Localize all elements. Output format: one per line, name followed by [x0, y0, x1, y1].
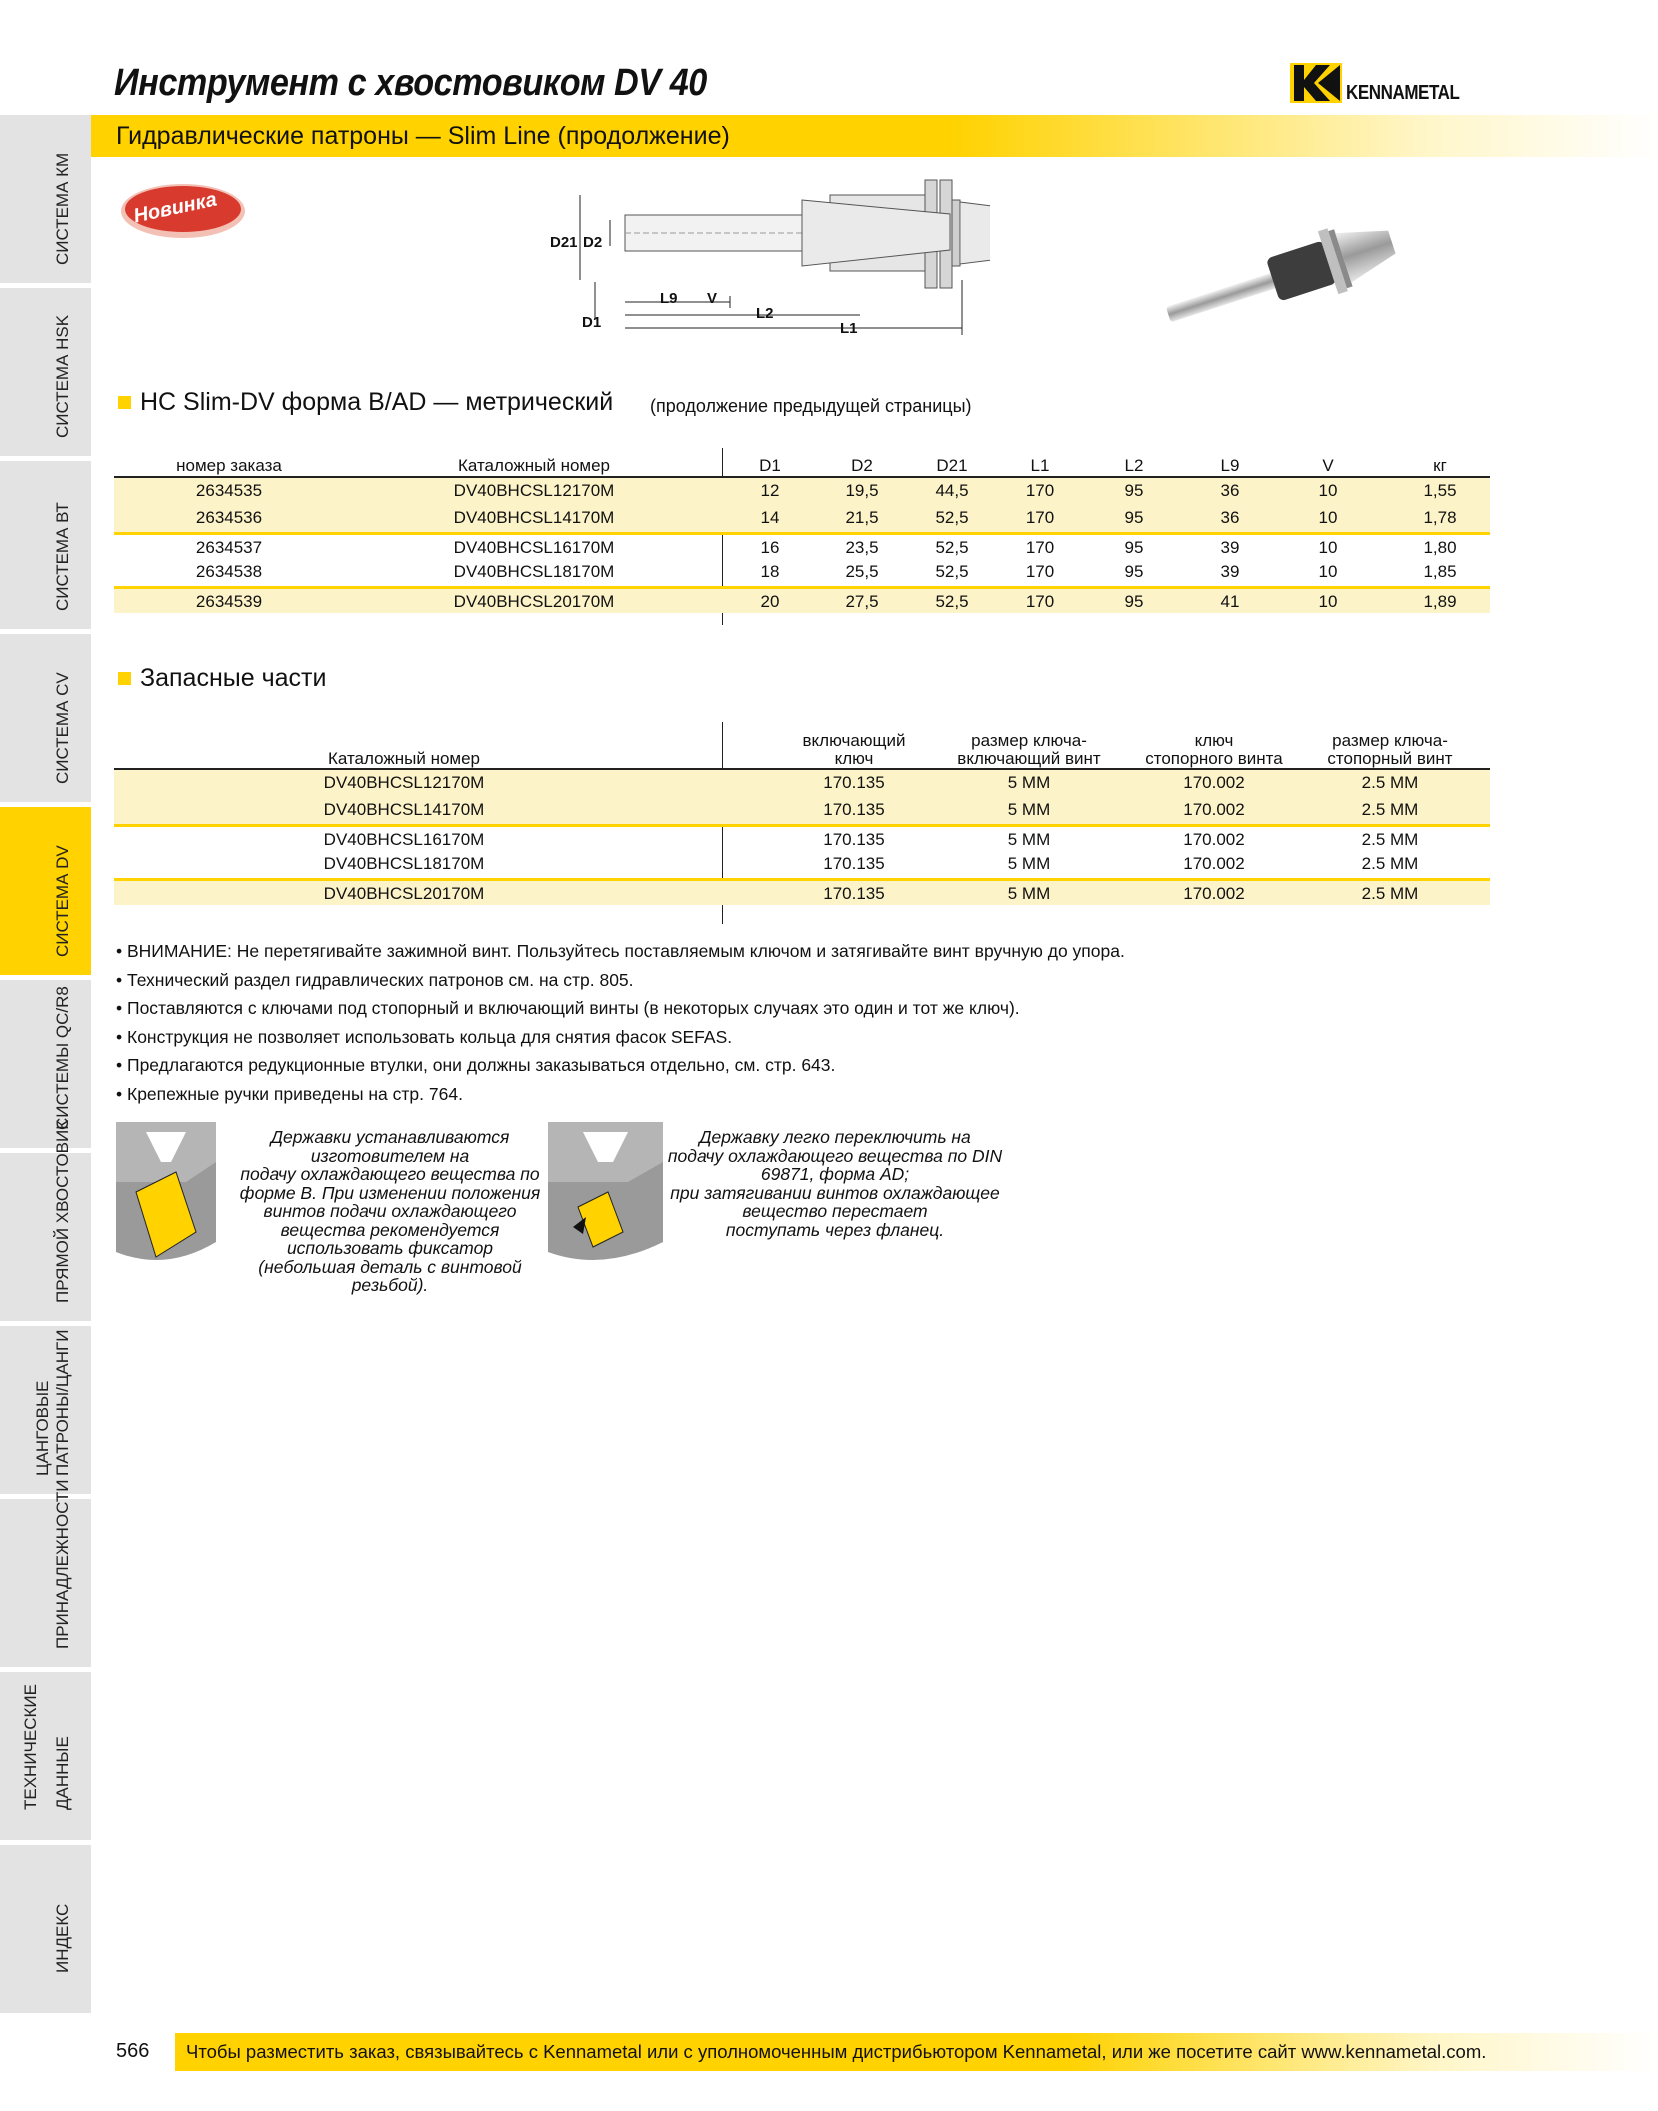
cell-l9: 36: [1220, 508, 1240, 527]
cell-lock-screw-size: 2.5 MM: [1361, 830, 1419, 849]
header-text: размер ключа-: [971, 731, 1087, 750]
caption-line: вещества рекомендуется: [280, 1219, 500, 1240]
cell-d2: 19,5: [845, 481, 879, 500]
cell-d1: 18: [760, 562, 780, 581]
cell-drive-screw-size: 5 MM: [1007, 800, 1051, 819]
cell-d1: 12: [760, 481, 780, 500]
cell-lock-key: 170.002: [1183, 830, 1245, 849]
cell-v: 10: [1318, 562, 1338, 581]
table-row: [114, 851, 1490, 878]
table-row: [114, 770, 1490, 797]
note-item: • Поставляются с ключами под стопорный и включающий винты (в некоторых случаях это один и тот же ключ).: [116, 994, 1125, 1023]
cell-l1: 170: [1025, 562, 1055, 581]
cell-drive-screw-size: 5 MM: [1007, 773, 1051, 792]
col-d1: D1: [759, 456, 781, 475]
table-row: [114, 797, 1490, 824]
cell-kg: 1,78: [1423, 508, 1457, 527]
cell-order-number: 2634538: [195, 562, 263, 581]
cell-lock-key: 170.002: [1183, 773, 1245, 792]
sidebar-item-km[interactable]: [0, 115, 91, 286]
caption-line: подачу охлаждающего вещества по: [240, 1164, 540, 1184]
cell-drive-key: 170.135: [823, 800, 885, 819]
sidebar-item-technical-data[interactable]: [0, 1672, 91, 1843]
caption-line: резьбой).: [351, 1275, 429, 1295]
section-marker: [118, 396, 131, 409]
cell-lock-key: 170.002: [1183, 854, 1245, 873]
cell-order-number: 2634536: [195, 508, 263, 527]
coolant-form-ad-illustration: [548, 1122, 663, 1262]
cell-order-number: 2634535: [195, 481, 263, 500]
caption-line: форме B. При изменении положения: [239, 1182, 541, 1203]
dim-v: V: [707, 290, 718, 307]
cell-l1: 170: [1025, 481, 1055, 500]
products-table: [114, 448, 1490, 613]
col-l2: L2: [1124, 456, 1144, 475]
table-row: [114, 559, 1490, 586]
caption-line: поступать через фланец.: [725, 1219, 945, 1240]
header-text: стопорного винта: [1145, 749, 1283, 768]
sidebar-item-straight-shank[interactable]: [0, 1119, 91, 1324]
cell-lock-screw-size: 2.5 MM: [1361, 800, 1419, 819]
cell-d21: 44,5: [935, 481, 969, 500]
cell-lock-key: 170.002: [1183, 884, 1245, 903]
footer-text: Чтобы разместить заказ, связывайтесь с Kennametal или с уполномоченным дистрибьютором Kennametal, или же посетите сайт www.kennametal.com.: [186, 2041, 1487, 2062]
table-row: [114, 824, 1490, 851]
sidebar-item-label: СИСТЕМА CV: [53, 672, 72, 784]
cell-d2: 21,5: [845, 508, 879, 527]
cell-l2: 95: [1124, 592, 1144, 611]
cell-catalog-number: DV40BHCSL12170M: [453, 481, 615, 500]
cell-l2: 95: [1124, 562, 1144, 581]
sidebar-item-label: СИСТЕМЫ QC/R8: [53, 986, 72, 1130]
cell-kg: 1,85: [1423, 562, 1457, 581]
cell-catalog-number: DV40BHCSL14170M: [323, 800, 485, 819]
cell-v: 10: [1318, 481, 1338, 500]
sidebar-item-index[interactable]: [0, 1845, 91, 2016]
spare-parts-table: [114, 722, 1490, 905]
col-v: V: [1322, 456, 1334, 475]
note-item: • Предлагаются редукционные втулки, они должны заказываться отдельно, см. стр. 643.: [116, 1051, 1125, 1080]
header-text: ключ: [1194, 731, 1234, 750]
cell-d2: 25,5: [845, 562, 879, 581]
cell-lock-screw-size: 2.5 MM: [1361, 773, 1419, 792]
cell-catalog-number: DV40BHCSL14170M: [453, 508, 615, 527]
col-order-number: номер заказа: [176, 456, 282, 475]
cell-catalog-number: DV40BHCSL18170M: [323, 854, 485, 873]
sidebar-item-qc-r8[interactable]: [0, 980, 91, 1151]
sidebar-item-label: СИСТЕМА ВТ: [53, 502, 72, 611]
note-item: • ВНИМАНИЕ: Не перетягивайте зажимной винт. Пользуйтесь поставляемым ключом и затягивайте винт вручную до упора.: [116, 937, 1125, 966]
cell-lock-screw-size: 2.5 MM: [1361, 854, 1419, 873]
col-catalog-number: Каталожный номер: [457, 456, 611, 475]
col-drive-key: [774, 732, 934, 768]
coolant-form-b-illustration: [116, 1122, 216, 1262]
cell-drive-screw-size: 5 MM: [1007, 830, 1051, 849]
table-row: [114, 505, 1490, 532]
sidebar-item-label: СИСТЕМА DV: [53, 845, 72, 957]
col-lock-key: [1124, 732, 1304, 768]
caption-line: Державки устанавливаются: [270, 1127, 510, 1147]
caption-line: (небольшая деталь с винтовой: [258, 1256, 522, 1277]
col-d21: D21: [936, 456, 968, 475]
dim-d2: D2: [583, 234, 603, 251]
header-text: включающий винт: [957, 749, 1101, 768]
table-row: [114, 478, 1490, 505]
col-lock-screw-size: [1310, 732, 1470, 768]
cell-l9: 39: [1220, 538, 1240, 557]
cell-l1: 170: [1025, 538, 1055, 557]
header-text: включающий: [802, 731, 906, 750]
col-kg: кг: [1433, 456, 1447, 475]
cell-drive-key: 170.135: [823, 830, 885, 849]
cell-catalog-number: DV40BHCSL12170M: [323, 773, 485, 792]
table-row: [114, 878, 1490, 905]
cell-kg: 1,55: [1423, 481, 1457, 500]
cell-drive-screw-size: 5 MM: [1007, 884, 1051, 903]
sidebar-item-cv[interactable]: [0, 634, 91, 805]
cell-l1: 170: [1025, 592, 1055, 611]
caption-left: [225, 1128, 555, 1295]
sidebar-item-label: ИНДЕКС: [53, 1903, 72, 1973]
col-l1: L1: [1030, 456, 1050, 475]
cell-l2: 95: [1124, 538, 1144, 557]
cell-drive-key: 170.135: [823, 854, 885, 873]
section2-title: Запасные части: [140, 664, 327, 692]
sidebar-item-label: ТЕХНИЧЕСКИЕ: [21, 1684, 40, 1810]
product-photo: [1160, 200, 1400, 340]
cell-l9: 36: [1220, 481, 1240, 500]
cell-d21: 52,5: [935, 562, 969, 581]
cell-order-number: 2634539: [195, 592, 263, 611]
sidebar-item-label: СИСТЕМА КМ: [53, 152, 72, 265]
cell-d2: 27,5: [845, 592, 879, 611]
notes-list: [116, 937, 1125, 1108]
dim-d1: D1: [582, 314, 602, 331]
cell-catalog-number: DV40BHCSL16170M: [323, 830, 485, 849]
section1-note: (продолжение предыдущей страницы): [650, 396, 972, 416]
caption-line: 69871, форма AD;: [760, 1164, 910, 1184]
cell-lock-screw-size: 2.5 MM: [1361, 884, 1419, 903]
note-item: • Конструкция не позволяет использовать кольца для снятия фасок SEFAS.: [116, 1023, 1125, 1052]
cell-v: 10: [1318, 538, 1338, 557]
caption-line: вещество перестает: [742, 1201, 928, 1221]
col-drive-screw-size: [929, 732, 1129, 768]
page-title: Инструмент с хвостовиком DV 40: [114, 62, 707, 104]
cell-l9: 41: [1220, 592, 1240, 611]
sidebar-item-hsk[interactable]: [0, 288, 91, 459]
caption-line: подачу охлаждающего вещества по DIN: [667, 1145, 1003, 1166]
cell-d1: 16: [760, 538, 780, 557]
cell-v: 10: [1318, 592, 1338, 611]
table-header: [114, 722, 1490, 770]
table-row: [114, 532, 1490, 559]
header-text: Каталожный номер: [327, 749, 481, 768]
sidebar-item-label: ПРЯМОЙ ХВОСТОВИК: [53, 1119, 72, 1303]
tool-drawing: [540, 170, 990, 350]
section1-title: HC Slim-DV форма B/AD — метрический: [140, 388, 614, 416]
cell-lock-key: 170.002: [1183, 800, 1245, 819]
header-text: размер ключа-: [1332, 731, 1448, 750]
logo-text: KENNAMETAL: [1346, 82, 1460, 104]
cell-catalog-number: DV40BHCSL20170M: [323, 884, 485, 903]
cell-d21: 52,5: [935, 508, 969, 527]
cell-kg: 1,89: [1423, 592, 1457, 611]
caption-line: Державку легко переключить на: [699, 1127, 971, 1147]
note-item: • Технический раздел гидравлических патронов см. на стр. 805.: [116, 966, 1125, 995]
sidebar-item-label: ПАТРОНЫ/ЦАНГИ: [53, 1329, 72, 1476]
cell-d2: 23,5: [845, 538, 879, 557]
cell-d21: 52,5: [935, 538, 969, 557]
cell-l2: 95: [1124, 508, 1144, 527]
dim-l2: L2: [756, 305, 774, 322]
new-badge-label: Новинка: [131, 188, 219, 228]
sidebar-item-dv[interactable]: [0, 807, 91, 978]
cell-catalog-number: DV40BHCSL20170M: [453, 592, 615, 611]
section-marker: [118, 672, 131, 685]
table-row: [114, 586, 1490, 613]
page-number: 566: [116, 2040, 150, 2062]
caption-line: винтов подачи охлаждающего: [263, 1201, 517, 1221]
caption-right: [655, 1128, 1015, 1239]
sidebar-item-label: ПРИНАДЛЕЖНОСТИ: [53, 1479, 72, 1649]
cell-d1: 14: [760, 508, 780, 527]
cell-drive-key: 170.135: [823, 773, 885, 792]
sidebar-item-label: ДАННЫЕ: [53, 1736, 72, 1810]
sidebar-item-label: ЦАНГОВЫЕ: [33, 1380, 52, 1476]
dim-l1: L1: [840, 320, 858, 337]
cell-drive-screw-size: 5 MM: [1007, 854, 1051, 873]
cell-drive-key: 170.135: [823, 884, 885, 903]
sidebar-item-collet-chucks[interactable]: [0, 1326, 91, 1497]
caption-line: использовать фиксатор: [286, 1238, 494, 1258]
cell-d1: 20: [760, 592, 780, 611]
header-text: стопорный винт: [1327, 749, 1453, 768]
sidebar-nav: [0, 115, 91, 2017]
sidebar-item-label: СИСТЕМА HSK: [53, 314, 72, 438]
header-text: ключ: [834, 749, 874, 768]
col-catalog-number: [314, 750, 494, 768]
cell-v: 10: [1318, 508, 1338, 527]
cell-l9: 39: [1220, 562, 1240, 581]
col-l9: L9: [1220, 456, 1240, 475]
sidebar-item-bt[interactable]: [0, 461, 91, 632]
note-item: • Крепежные ручки приведены на стр. 764.: [116, 1080, 1125, 1109]
cell-l2: 95: [1124, 481, 1144, 500]
table-header: [114, 448, 1490, 478]
cell-d21: 52,5: [935, 592, 969, 611]
caption-line: изготовителем на: [310, 1145, 470, 1166]
cell-order-number: 2634537: [195, 538, 263, 557]
sidebar-item-accessories[interactable]: [0, 1479, 91, 1670]
dim-l9: L9: [660, 290, 678, 307]
cell-l1: 170: [1025, 508, 1055, 527]
caption-line: при затягивании винтов охлаждающее: [670, 1182, 1000, 1203]
cell-catalog-number: DV40BHCSL16170M: [453, 538, 615, 557]
page-subtitle: Гидравлические патроны — Slim Line (продолжение): [116, 122, 730, 150]
dim-d21: D21: [550, 234, 578, 251]
cell-kg: 1,80: [1423, 538, 1457, 557]
cell-catalog-number: DV40BHCSL18170M: [453, 562, 615, 581]
col-d2: D2: [851, 456, 873, 475]
